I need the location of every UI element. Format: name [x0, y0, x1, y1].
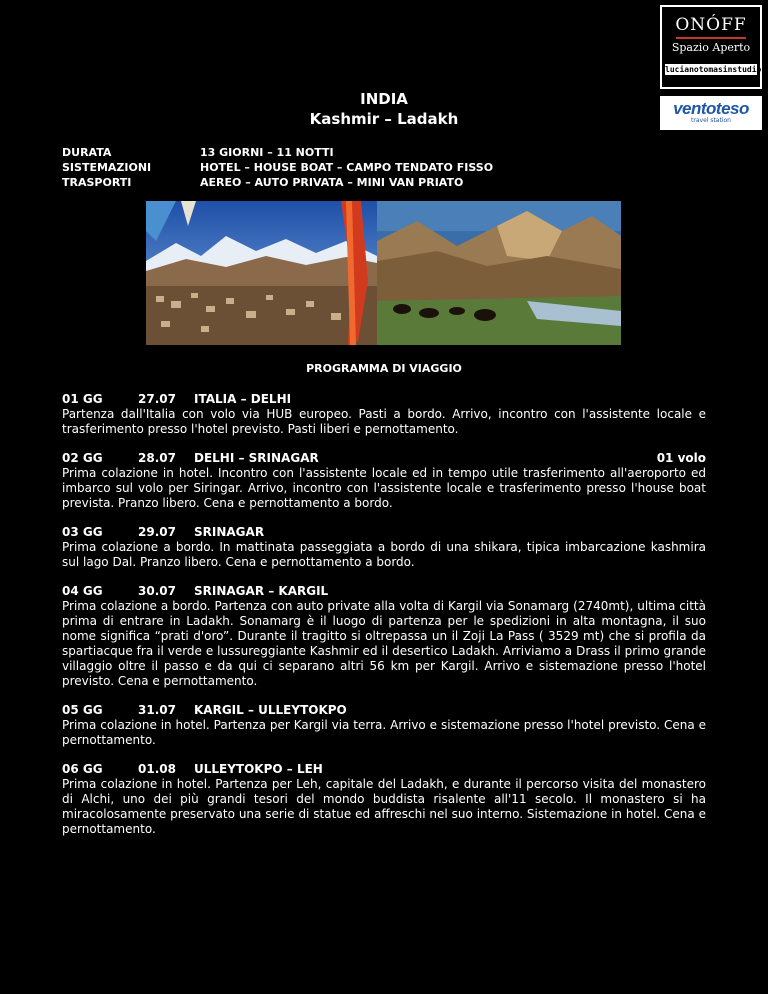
day-place: ULLEYTOKPO – LEH [194, 762, 323, 776]
info-row-duration [62, 145, 493, 160]
day-place: DELHI – SRINAGAR [194, 451, 319, 465]
program-heading: PROGRAMMA DI VIAGGIO [306, 362, 462, 375]
onoff-brand: ONÓFF [675, 15, 747, 35]
day-description: Prima colazione in hotel. Incontro con l'assistente locale ed in tempo utile trasferimento all'aeroporto ed imbarco sul volo per Siringar. Arrivo, incontro con l'assistente locale e trasferimento presso l'house boat prevista. Pranzo libero. Cena e pernottamento a bordo. [62, 466, 706, 510]
itinerary [62, 392, 706, 851]
day-description: Prima colazione in hotel. Partenza per Kargil via terra. Arrivo e sistemazione presso l'hotel previsto. Cena e pernottamento. [62, 718, 706, 747]
day-number: 04 GG [62, 584, 103, 598]
photo-ladakh-yaks [377, 201, 621, 345]
day-description: Prima colazione in hotel. Partenza per Leh, capitale del Ladakh, e durante il percorso visita del monastero di Alchi, uno dei più grandi tesori del mondo buddista risalente all'11 secolo. Il monastero si ha miracolosamente preservato una serie di statue ed affreschi nel suo interno. Sistemazione in hotel. Cena e pernottamento. [62, 777, 706, 836]
day-number: 05 GG [62, 703, 103, 717]
day-place: KARGIL – ULLEYTOKPO [194, 703, 347, 717]
day-number: 03 GG [62, 525, 103, 539]
day-number: 01 GG [62, 392, 103, 406]
day-date: 27.07 [138, 392, 176, 406]
day-header [62, 525, 706, 540]
info-label: SISTEMAZIONI [62, 161, 152, 174]
day-date: 01.08 [138, 762, 176, 776]
page-subtitle: Kashmir – Ladakh [309, 110, 459, 128]
onoff-studio: lucianotomasinstudio [665, 65, 762, 74]
day-header [62, 762, 706, 777]
page-title: INDIA [360, 90, 408, 108]
info-value: HOTEL – HOUSE BOAT – CAMPO TENDATO FISSO [200, 161, 494, 174]
day-date: 30.07 [138, 584, 176, 598]
info-label: DURATA [62, 146, 112, 159]
day-date: 29.07 [138, 525, 176, 539]
day-header [62, 392, 706, 407]
day-number: 06 GG [62, 762, 103, 776]
day-date: 28.07 [138, 451, 176, 465]
day-header [62, 584, 706, 599]
day-description: Prima colazione a bordo. In mattinata passeggiata a bordo di una shikara, tipica imbarcazione kashmira sul lago Dal. Pranzo libero. Cena e pernottamento a bordo. [62, 540, 706, 569]
day-description: Partenza dall'Italia con volo via HUB europeo. Pasti a bordo. Arrivo, incontro con l'assistente locale e trasferimento presso l'hotel previsto. Pasti liberi e pernottamento. [62, 407, 706, 436]
day-extra: 01 volo [656, 451, 706, 465]
info-value: 13 GIORNI – 11 NOTTI [200, 146, 334, 159]
ventoteso-tag: travel station [691, 117, 731, 124]
day-header [62, 451, 706, 466]
day-number: 02 GG [62, 451, 103, 465]
day-description: Prima colazione a bordo. Partenza con auto private alla volta di Kargil via Sonamarg (2740mt), ultima città prima di entrare in Ladakh. Sonamarg è il luogo di partenza per le spedizioni in alta montagna, il suo nome significa “prati d'oro”. Durante il tragitto si oltrepassa un il Zoji La Pass ( 3529 mt) che si profila da spartiacque fra il verde e lussureggiante Kashmir ed il desertico Ladakh. Arriviamo a Drass il primo grande villaggio oltre il passo e da qui ci separano altri 56 km per Kargil. Arrivo e sistemazione presso l'hotel previsto. Cena e pernottamento. [62, 599, 706, 688]
info-row-transport [62, 175, 493, 190]
day-place: ITALIA – DELHI [194, 392, 292, 406]
day-place: SRINAGAR [194, 525, 265, 539]
info-value: AEREO – AUTO PRIVATA – MINI VAN PRIATO [200, 176, 464, 189]
day-item [62, 584, 706, 689]
day-item [62, 451, 706, 511]
day-place: SRINAGAR – KARGIL [194, 584, 329, 598]
day-header [62, 703, 706, 718]
day-item [62, 392, 706, 437]
info-label: TRASPORTI [62, 176, 132, 189]
ventoteso-word: ventoteso [673, 99, 749, 118]
photo-leh-prayer-flags [146, 201, 377, 345]
info-row-accommodation [62, 160, 493, 175]
trip-info [62, 145, 493, 190]
logo-divider [676, 37, 746, 39]
day-date: 31.07 [138, 703, 176, 717]
onoff-logo [660, 5, 762, 89]
day-item [62, 703, 706, 748]
day-item [62, 525, 706, 570]
onoff-subtitle: Spazio Aperto [671, 41, 751, 54]
day-item [62, 762, 706, 837]
